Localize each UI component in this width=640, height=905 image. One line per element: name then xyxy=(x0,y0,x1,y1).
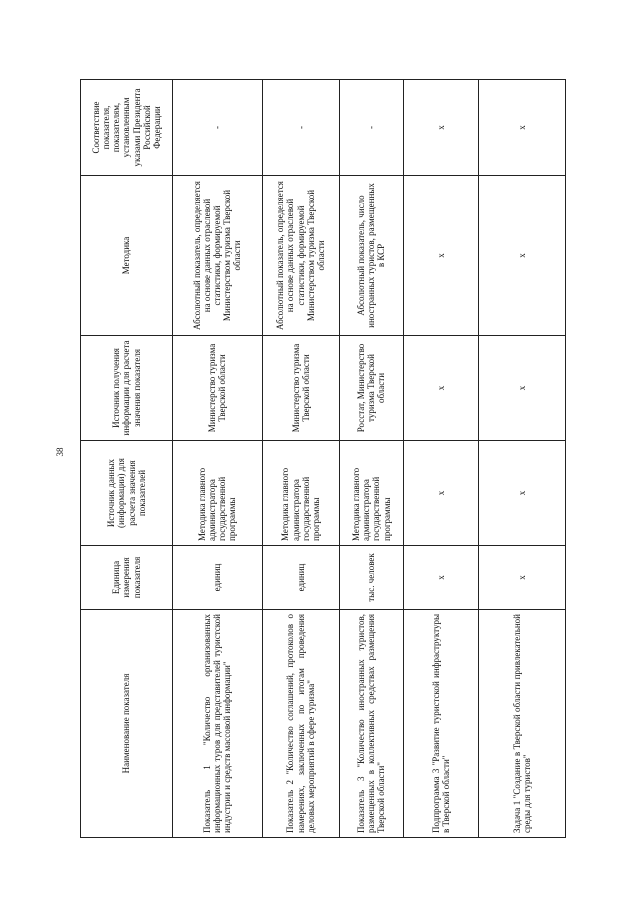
header-method: Методика xyxy=(81,176,173,336)
indicator-match: - xyxy=(339,80,404,176)
indicator-match: - xyxy=(173,80,263,176)
indicator-source-data: Методика главного администратора государственной программы xyxy=(173,441,263,546)
indicator-name: Показатель 2 "Количество соглашений, протоколов о намерениях, заключенных по итогам проведения деловых мероприятий в сфере туризма" xyxy=(262,610,339,838)
header-row xyxy=(81,80,173,838)
indicator-unit: единиц xyxy=(262,546,339,610)
header-name: Наименование показателя xyxy=(81,610,173,838)
indicator-source-info: Министерство туризма Тверской области xyxy=(262,336,339,441)
table-row xyxy=(262,80,339,838)
indicator-method: x xyxy=(478,176,565,336)
table-row xyxy=(478,80,565,838)
indicator-source-data: x xyxy=(478,441,565,546)
indicator-method: x xyxy=(404,176,479,336)
rotated-table-container xyxy=(80,80,566,838)
indicator-source-data: Методика главного администратора государственной программы xyxy=(339,441,404,546)
indicator-unit: единиц xyxy=(173,546,263,610)
indicator-source-info: x xyxy=(404,336,479,441)
indicator-match: x xyxy=(404,80,479,176)
indicator-source-info: Министерство туризма Тверской области xyxy=(173,336,263,441)
indicator-source-data: x xyxy=(404,441,479,546)
indicator-name: Показатель 1 "Количество организованных информационных туров для представителей туристской индустрии и средств массовой информации" xyxy=(173,610,263,838)
indicator-method: Абсолютный показатель, определяется на основе данных отраслевой статистики, формируемой Министерством туризма Тверской области xyxy=(262,176,339,336)
header-source-data: Источник данных (информации) для расчета значения показателей xyxy=(81,441,173,546)
indicator-match: - xyxy=(262,80,339,176)
header-source-info: Источник получения информации для расчета значения показателя xyxy=(81,336,173,441)
indicator-unit: x xyxy=(478,546,565,610)
indicator-name: Показатель 3 "Количество иностранных туристов, размещенных в коллективных средствах размещения Тверской области" xyxy=(339,610,404,838)
indicator-unit: x xyxy=(404,546,479,610)
indicator-method: Абсолютный показатель, число иностранных туристов, размещенных в КСР xyxy=(339,176,404,336)
indicator-name: Задача 1 "Создание в Тверской области привлекательной среды для туристов" xyxy=(478,610,565,838)
indicator-match: x xyxy=(478,80,565,176)
table-row xyxy=(404,80,479,838)
indicator-source-data: Методика главного администратора государственной программы xyxy=(262,441,339,546)
indicator-unit: тыс. человек xyxy=(339,546,404,610)
indicator-source-info: Росстат, Министерство туризма Тверской области xyxy=(339,336,404,441)
page-number: 38 xyxy=(55,447,65,457)
table-row xyxy=(339,80,404,838)
header-match: Соответствие показателя, показателям, установленным указами Президента Российской Федерации xyxy=(81,80,173,176)
header-unit: Единица измерения показателя xyxy=(81,546,173,610)
indicator-method: Абсолютный показатель, определяется на основе данных отраслевой статистики, формируемой Министерством туризма Тверской области xyxy=(173,176,263,336)
indicator-source-info: x xyxy=(478,336,565,441)
indicators-table xyxy=(80,79,566,838)
table-row xyxy=(173,80,263,838)
indicator-name: Подпрограмма 3 "Развитие туристской инфраструктуры в Тверской области" xyxy=(404,610,479,838)
